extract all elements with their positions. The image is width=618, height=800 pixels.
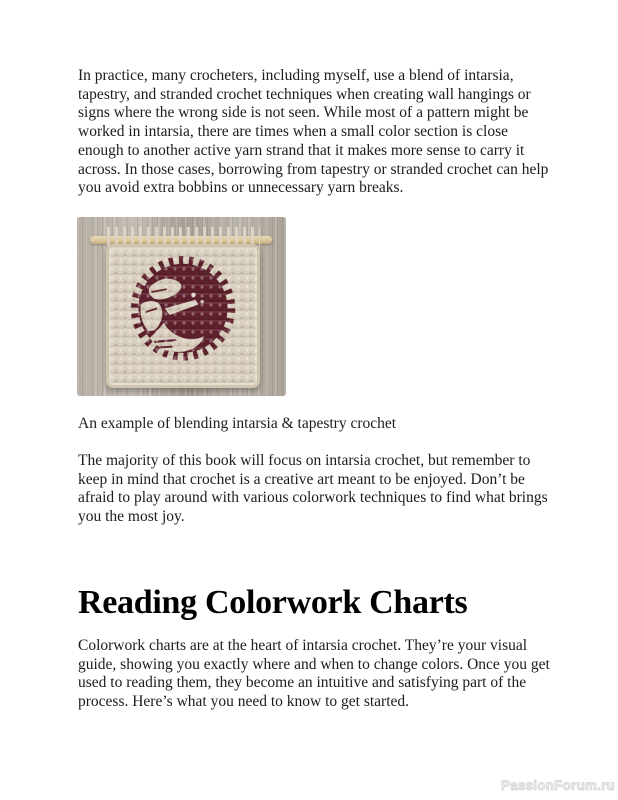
majority-paragraph: The majority of this book will focus on intarsia crochet, but remember to keep in mind that crochet is a creative art meant to be enjoyed. Don’t be afraid to play around with various colorwork techniques to find what brings you the most joy.: [78, 452, 548, 526]
charts-paragraph: Colorwork charts are at the heart of intarsia crochet. They’re your visual guide, showing you exactly where and when to change colors. Once you get used to reading them, they become an intuitive and satisfying part of the process. Here’s what you need to know to get started.: [78, 637, 550, 711]
watermark: PassionForum.ru: [500, 778, 615, 793]
crochet-photo: [77, 217, 286, 396]
figure-caption: An example of blending intarsia & tapestry crochet: [78, 415, 397, 432]
crochet-square: [106, 244, 260, 388]
intro-paragraph: In practice, many crocheters, including myself, use a blend of intarsia, tapestry, and stranded crochet techniques when creating wall hangings or signs where the wrong side is not seen. While most of a pattern might be worked in intarsia, there are times when a small color section is close enough to another active yarn strand that it makes more sense to carry it across. In those cases, borrowing from tapestry or stranded crochet can help you avoid extra bobbins or unnecessary yarn breaks.: [78, 67, 549, 197]
section-heading: Reading Colorwork Charts: [78, 584, 468, 621]
dragon-emblem: [109, 247, 257, 385]
